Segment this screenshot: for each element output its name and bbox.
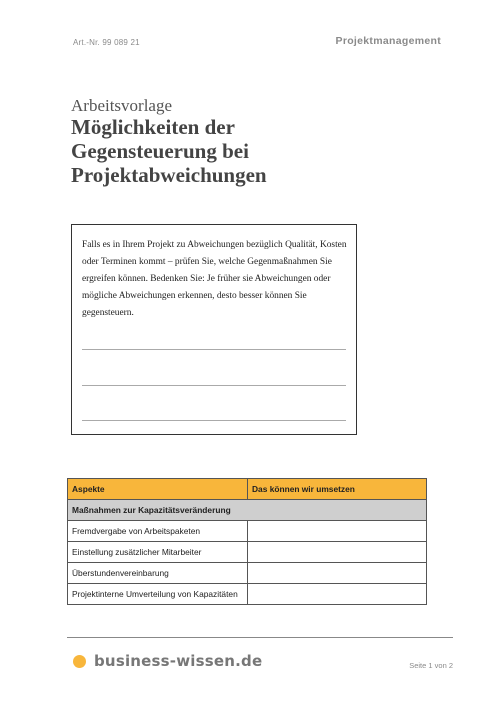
writing-line[interactable] xyxy=(82,385,346,386)
instruction-line: Falls es in Ihrem Projekt zu Abweichungen bezüglich Qualität, Kosten xyxy=(82,240,347,250)
aspect-cell: Einstellung zusätzlicher Mitarbeiter xyxy=(68,542,248,563)
document-kicker: Arbeitsvorlage xyxy=(71,96,173,115)
aspect-cell: Überstundenvereinbarung xyxy=(68,563,248,584)
action-cell[interactable] xyxy=(248,542,427,563)
instruction-box xyxy=(71,224,357,435)
action-cell[interactable] xyxy=(248,563,427,584)
writing-line[interactable] xyxy=(82,420,346,421)
header-brand: Projektmanagement xyxy=(335,35,441,47)
footer-divider xyxy=(67,637,453,638)
measures-table xyxy=(67,478,427,605)
instruction-text xyxy=(82,237,350,322)
action-cell[interactable] xyxy=(248,584,427,605)
article-number: Art.-Nr. 99 089 21 xyxy=(73,38,140,47)
logo-dot-icon xyxy=(73,655,86,668)
page-number: Seite 1 von 2 xyxy=(409,661,453,670)
footer-logo xyxy=(73,652,262,670)
logo-text: business-wissen.de xyxy=(94,652,263,670)
table-section-row xyxy=(68,500,427,521)
document-title xyxy=(71,115,371,187)
instruction-line: ergreifen können. Bedenken Sie: Je früher sie Abweichungen oder xyxy=(82,274,331,284)
table-row xyxy=(68,521,427,542)
action-cell[interactable] xyxy=(248,521,427,542)
instruction-line: oder Terminen kommt – prüfen Sie, welche Gegenmaßnahmen Sie xyxy=(82,257,332,267)
title-line: Gegensteuerung bei xyxy=(71,139,249,163)
aspect-cell: Projektinterne Umverteilung von Kapazitäten xyxy=(68,584,248,605)
table-row xyxy=(68,584,427,605)
aspect-cell: Fremdvergabe von Arbeitspaketen xyxy=(68,521,248,542)
writing-line[interactable] xyxy=(82,349,346,350)
instruction-line: mögliche Abweichungen erkennen, desto besser können Sie xyxy=(82,291,307,301)
column-header-aspects: Aspekte xyxy=(68,479,248,500)
table-header-row xyxy=(68,479,427,500)
title-line: Möglichkeiten der xyxy=(71,115,235,139)
instruction-line: gegensteuern. xyxy=(82,308,134,318)
section-label: Maßnahmen zur Kapazitätsveränderung xyxy=(68,500,427,521)
table-row xyxy=(68,542,427,563)
column-header-actions: Das können wir umsetzen xyxy=(248,479,427,500)
title-line: Projektabweichungen xyxy=(71,163,267,187)
table-row xyxy=(68,563,427,584)
